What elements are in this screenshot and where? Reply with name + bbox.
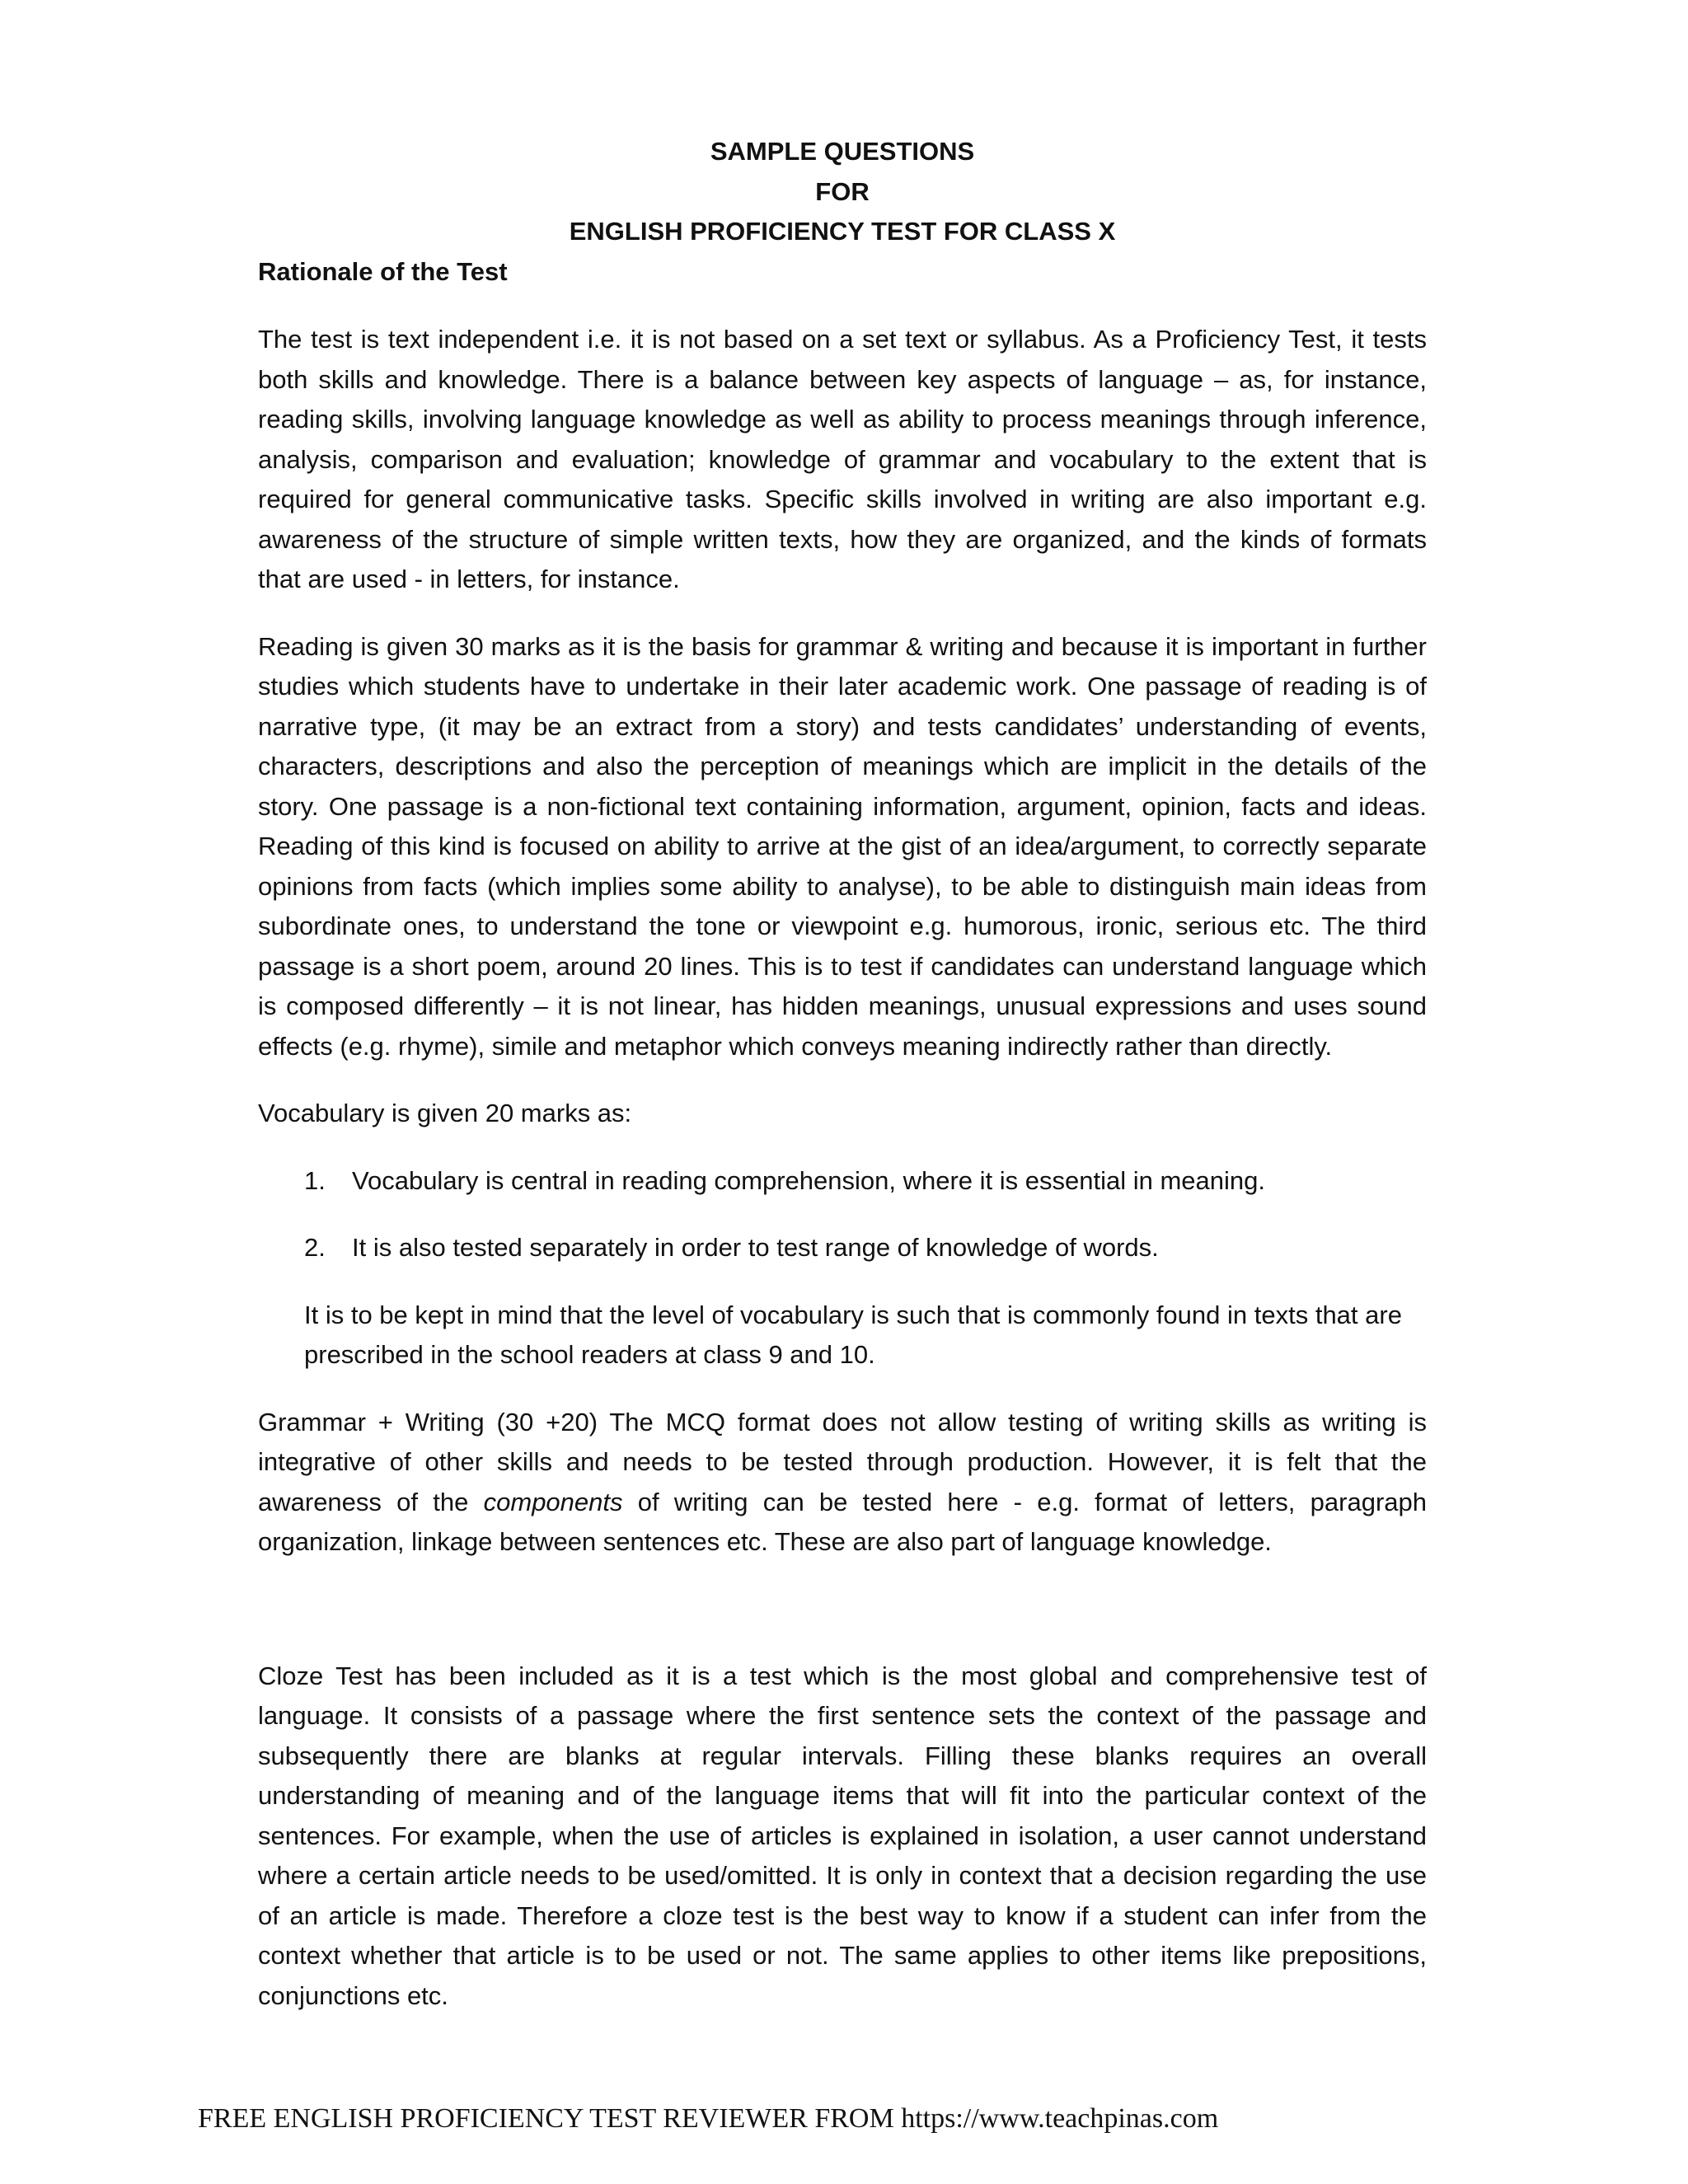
list-item-text: It is also tested separately in order to test range of knowledge of words. xyxy=(352,1233,1159,1262)
list-item xyxy=(304,1161,1427,1202)
document-title xyxy=(258,132,1427,252)
list-item xyxy=(304,1228,1427,1268)
grammar-text-before: Grammar + Writing (30 +20) The MCQ format does not allow testing of writing skills as writing is integrative of other skills and needs to be tested through production. However, it is felt that the awareness of the xyxy=(258,1407,1427,1516)
grammar-text-after: of writing can be tested here - e.g. format of letters, paragraph organization, linkage between sentences etc. These are also part of language knowledge. xyxy=(258,1487,1428,1556)
list-item-text: Vocabulary is central in reading comprehension, where it is essential in meaning. xyxy=(352,1165,1265,1195)
list-item-number: 1. xyxy=(304,1165,326,1195)
title-line-2: FOR xyxy=(815,176,870,206)
vocabulary-list xyxy=(258,1161,1427,1268)
grammar-emphasis: components xyxy=(483,1487,623,1516)
paragraph-test-overview: The test is text independent i.e. it is not based on a set text or syllabus. As a Proficiency Test, it tests both skills and knowledge. There is a balance between key aspects of language – as, for instance, reading skills, involving language knowledge as well as ability to process meanings through inference, analysis, comparison and evaluation; knowledge of grammar and vocabulary to the extent that is required for general communicative tasks. Specific skills involved in writing are also important e.g. awareness of the structure of simple written texts, how they are organized, and the kinds of formats that are used - in letters, for instance. xyxy=(258,325,1427,593)
paragraph-vocabulary-note: It is to be kept in mind that the level of vocabulary is such that is commonly found in texts that are prescribed in the school readers at class 9 and 10. xyxy=(304,1300,1402,1369)
document-body xyxy=(258,132,1427,2043)
section-heading-rationale: Rationale of the Test xyxy=(258,256,508,286)
title-line-3: ENGLISH PROFICIENCY TEST FOR CLASS X xyxy=(569,217,1116,246)
paragraph-grammar-writing xyxy=(258,1403,1427,1563)
page-footer: FREE ENGLISH PROFICIENCY TEST REVIEWER FROM https://www.teachpinas.com xyxy=(198,2103,1219,2134)
title-line-1: SAMPLE QUESTIONS xyxy=(710,137,975,166)
list-item-number: 2. xyxy=(304,1233,326,1262)
paragraph-vocabulary-intro: Vocabulary is given 20 marks as: xyxy=(258,1099,632,1127)
paragraph-cloze-test: Cloze Test has been included as it is a test which is the most global and comprehensive test of language. It consists of a passage where the first sentence sets the context of the passage and subsequently there are blanks at regular intervals. Filling these blanks requires an overall understanding of meaning and of the language items that will fit into the particular context of the sentences. For example, when the use of articles is explained in isolation, a user cannot understand where a certain article needs to be used/omitted. It is only in context that a decision regarding the use of an article is made. Therefore a cloze test is the best way to know if a student can infer from the context whether that article is to be used or not. The same applies to other items like prepositions, conjunctions etc. xyxy=(258,1661,1427,2010)
paragraph-reading: Reading is given 30 marks as it is the basis for grammar & writing and because it is important in further studies which students have to undertake in their later academic work. One passage of reading is of narrative type, (it may be an extract from a story) and tests candidates’ understanding of events, characters, descriptions and also the perception of meanings which are implicit in the details of the story. One passage is a non-fictional text containing information, argument, opinion, facts and ideas. Reading of this kind is focused on ability to arrive at the gist of an idea/argument, to correctly separate opinions from facts (which implies some ability to analyse), to be able to distinguish main ideas from subordinate ones, to understand the tone or viewpoint e.g. humorous, ironic, serious etc. The third passage is a short poem, around 20 lines. This is to test if candidates can understand language which is composed differently – it is not linear, has hidden meanings, unusual expressions and uses sound effects (e.g. rhyme), simile and metaphor which conveys meaning indirectly rather than directly. xyxy=(258,631,1427,1061)
